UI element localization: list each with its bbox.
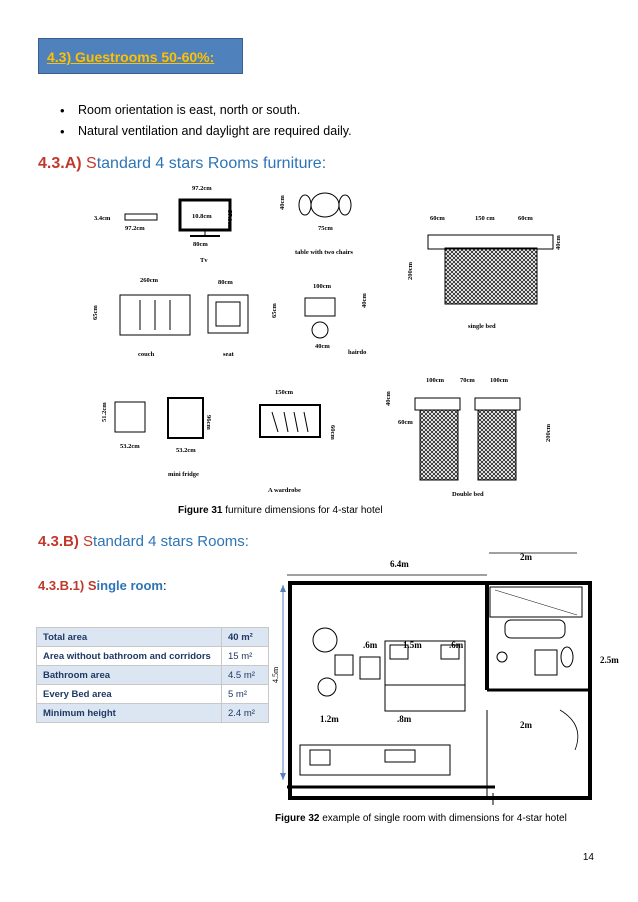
svg-text:150 cm: 150 cm: [475, 215, 495, 222]
bed: [385, 641, 465, 711]
bullet-item: • Natural ventilation and daylight are required daily.: [60, 121, 352, 142]
svg-text:40cm: 40cm: [385, 391, 392, 406]
svg-text:40cm: 40cm: [279, 195, 286, 210]
svg-text:4.5m: 4.5m: [271, 666, 280, 683]
svg-text:1.5m: 1.5m: [403, 640, 422, 650]
svg-text:40cm: 40cm: [361, 293, 368, 308]
svg-text:60cm: 60cm: [398, 419, 413, 426]
heading-single-room: 4.3.B.1) Single room:: [38, 578, 167, 593]
svg-text:2.5m: 2.5m: [600, 655, 619, 665]
figure-31-caption: Figure 31 furniture dimensions for 4-star hotel: [178, 505, 383, 516]
svg-text:100cm: 100cm: [313, 283, 332, 290]
tv-shelf: [125, 214, 157, 220]
double-bed-right: [478, 410, 516, 480]
fridge-box: [115, 402, 145, 432]
seat: [208, 295, 248, 333]
single-room-plan: [265, 545, 627, 807]
svg-text:53.2cm: 53.2cm: [176, 447, 196, 454]
bullet-list: [60, 100, 352, 142]
svg-text:60cm: 60cm: [518, 215, 533, 222]
single-bed-headboard: [428, 235, 553, 249]
svg-text:100cm: 100cm: [426, 377, 445, 384]
svg-text:100cm: 100cm: [490, 377, 509, 384]
svg-text:6.4m: 6.4m: [390, 559, 409, 569]
svg-text:seat: seat: [223, 351, 234, 358]
svg-text:65cm: 65cm: [271, 303, 278, 318]
side-table: [318, 678, 336, 696]
table-top: [311, 193, 339, 217]
svg-text:couch: couch: [138, 351, 155, 358]
page-number: 14: [582, 852, 594, 863]
heading-rooms: 4.3.B) Standard 4 stars Rooms:: [38, 533, 249, 550]
svg-text:1.2m: 1.2m: [320, 714, 339, 724]
svg-text:51.2cm: 51.2cm: [101, 402, 108, 422]
svg-text:2m: 2m: [520, 552, 532, 562]
svg-text:70cm: 70cm: [460, 377, 475, 384]
svg-text:.6m: .6m: [363, 640, 378, 650]
svg-text:40cm: 40cm: [555, 235, 562, 250]
figure-32-caption: Figure 32 example of single room with dimensions for 4-star hotel: [275, 813, 567, 824]
bullet-item: • Room orientation is east, north or south.: [60, 100, 352, 121]
double-bed-left: [420, 410, 458, 480]
sink: [497, 652, 507, 662]
svg-text:2m: 2m: [520, 720, 532, 730]
bathtub: [505, 620, 565, 638]
mini-fridge: [168, 398, 203, 438]
furniture-figure: [80, 180, 562, 500]
svg-text:60cm: 60cm: [329, 425, 336, 440]
table-row: Minimum height 2.4 m²: [37, 704, 269, 723]
svg-text:75cm: 75cm: [318, 225, 333, 232]
toilet: [561, 647, 573, 667]
table-row: Total area 40 m²: [37, 628, 269, 647]
svg-text:A wardrobe: A wardrobe: [268, 487, 301, 494]
section-header-box: [38, 38, 243, 74]
svg-text:.6m: .6m: [449, 640, 464, 650]
wardrobe: [260, 405, 320, 437]
svg-text:57.1cm: 57.1cm: [226, 210, 233, 230]
svg-text:40cm: 40cm: [315, 343, 330, 350]
svg-text:mini fridge: mini fridge: [168, 471, 199, 478]
svg-text:200cm: 200cm: [545, 423, 552, 442]
hairdo-table: [305, 298, 335, 316]
svg-text:Tv: Tv: [200, 257, 208, 264]
svg-text:table with two chairs: table with two chairs: [295, 249, 353, 256]
svg-text:3.4cm: 3.4cm: [94, 215, 111, 222]
section-header: 4.3) Guestrooms 50-60%:: [47, 49, 215, 65]
single-bed-mattress: [445, 248, 537, 304]
svg-text:200cm: 200cm: [407, 261, 414, 280]
armchair: [313, 628, 337, 652]
svg-text:80cm: 80cm: [218, 279, 233, 286]
svg-text:Double bed: Double bed: [452, 491, 484, 498]
heading-furniture: 4.3.A) Standard 4 stars Rooms furniture:: [38, 155, 327, 172]
svg-text:.8m: .8m: [397, 714, 412, 724]
hairdo-stool: [312, 322, 328, 338]
svg-text:53.2cm: 53.2cm: [120, 443, 140, 450]
table-row: Area without bathroom and corridors 15 m²: [37, 647, 269, 666]
svg-text:260cm: 260cm: [140, 277, 159, 284]
svg-text:80cm: 80cm: [193, 241, 208, 248]
svg-text:hairdo: hairdo: [348, 349, 367, 356]
svg-text:97.2cm: 97.2cm: [192, 185, 212, 192]
table-row: Bathroom area 4.5 m²: [37, 666, 269, 685]
requirements-table: [36, 627, 269, 723]
svg-text:97.2cm: 97.2cm: [125, 225, 145, 232]
svg-text:65cm: 65cm: [92, 305, 99, 320]
svg-text:60cm: 60cm: [430, 215, 445, 222]
table-row: Every Bed area 5 m²: [37, 685, 269, 704]
svg-text:10.8cm: 10.8cm: [192, 213, 212, 220]
ottoman: [360, 657, 380, 679]
svg-text:single bed: single bed: [468, 323, 496, 330]
svg-text:150cm: 150cm: [275, 389, 294, 396]
svg-text:96cm: 96cm: [205, 415, 212, 430]
